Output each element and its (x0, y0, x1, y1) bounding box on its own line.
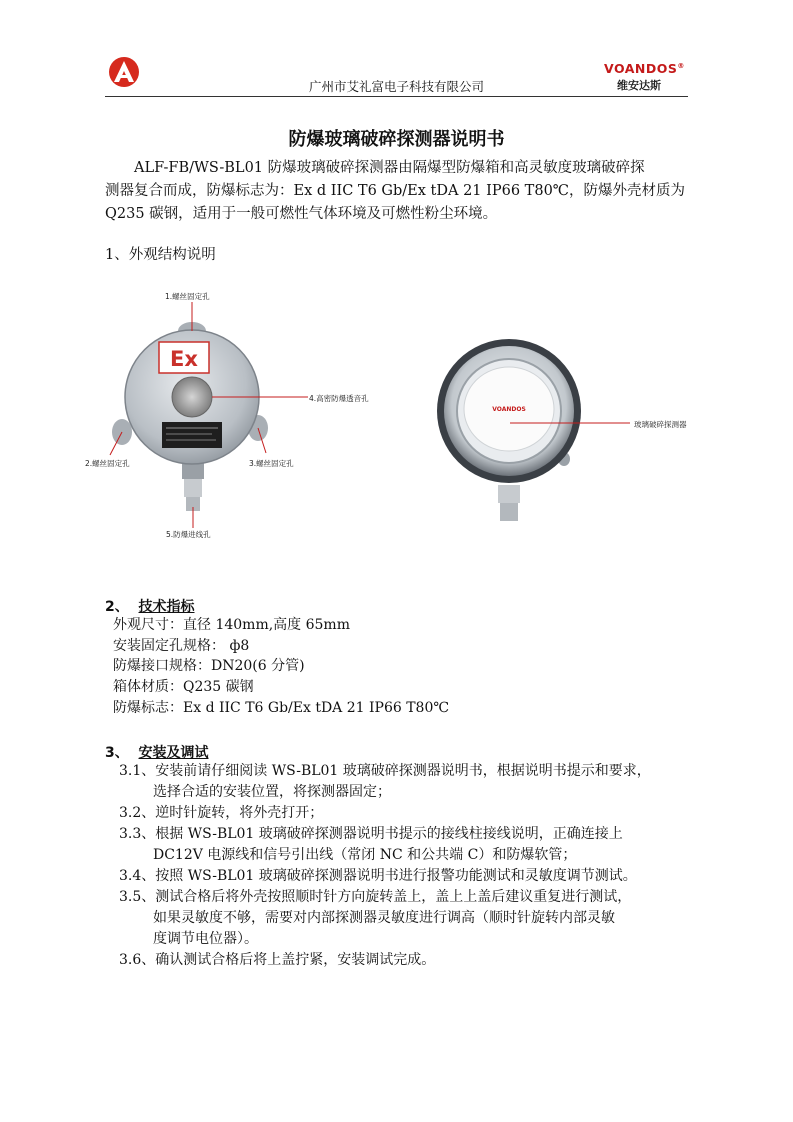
intro-line: 测器复合而成，防爆标志为：Ex d IIC T6 Gb/Ex tDA 21 IP66 T80℃，防爆外壳材质为 (105, 183, 686, 199)
step-item: 3.6、确认测试合格后将上盖拧紧，安装调试完成。 (119, 952, 436, 968)
logo-letter: A (123, 90, 125, 91)
intro-paragraph (105, 157, 690, 226)
label-screw-hole-3: 3.螺丝固定孔 (249, 459, 294, 468)
brand-subtitle: 维安达斯 (617, 79, 661, 92)
left-device-photo (80, 285, 360, 545)
intro-line: ALF-FB/WS-BL01 防爆玻璃破碎探测器由隔爆型防爆箱和高灵敏度玻璃破碎探 (134, 160, 645, 176)
step-item: 3.4、按照 WS-BL01 玻璃破碎探测器说明书进行报警功能测试和灵敏度调节测试。 (119, 868, 637, 884)
spec-item: 箱体材质：Q235 碳钢 (113, 679, 254, 696)
spec-item: 防爆标志：Ex d IIC T6 Gb/Ex tDA 21 IP66 T80℃ (113, 699, 450, 716)
section-3-heading: 3、 安装及调试 (105, 745, 209, 761)
install-steps (119, 761, 691, 971)
spec-item: 防爆接口规格：DN20(6 分管) (113, 658, 305, 675)
spec-item: 外观尺寸：直径 140mm,高度 65mm (113, 617, 350, 633)
step-item: 3.2、逆时针旋转，将外壳打开； (119, 805, 324, 821)
label-screw-hole-2: 2.螺丝固定孔 (85, 459, 130, 468)
company-name: 广州市艾礼富电子科技有限公司 (308, 79, 484, 94)
intro-line: Q235 碳钢，适用于一般可燃性气体环境及可燃性粉尘环境。 (105, 206, 498, 222)
step-item: 3.3、根据 WS-BL01 玻璃破碎探测器说明书提示的接线柱接线说明，正确连接上 DC12V 电源线和信号引出线（常闭 NC 和公共端 C）和防爆软管； (119, 826, 623, 863)
brand-name (604, 61, 685, 76)
section-1-heading: 1、外观结构说明 (105, 247, 216, 263)
label-glass-break-detector: 玻璃破碎探测器 (634, 420, 687, 429)
brand-registered-mark: ® (677, 61, 685, 70)
ex-mark-text: Ex (170, 347, 198, 371)
label-sound-hole: 4.高密防爆透音孔 (309, 394, 369, 403)
spec-list (113, 615, 449, 719)
label-screw-hole-1: 1.螺丝固定孔 (165, 292, 210, 301)
header-divider (105, 96, 688, 97)
step-item: 3.5、测试合格后将外壳按照顺时针方向旋转盖上，盖上上盖后建议重复进行测试， 如果灵敏度不够，需要对内部探测器灵敏度进行调高（顺时针旋转内部灵敏 度调节电位器）。 (119, 889, 632, 947)
section-2-heading: 2、 技术指标 (105, 599, 195, 615)
label-cable-inlet: 5.防爆进线孔 (166, 530, 211, 539)
device-logo-text: VOANDOS (492, 406, 526, 413)
step-item: 3.1、安装前请仔细阅读 WS-BL01 玻璃破碎探测器说明书，根据说明书提示和要求， 选择合适的安装位置，将探测器固定； (119, 763, 651, 800)
spec-item: 安装固定孔规格： ф8 (113, 637, 250, 654)
brand-text: VOANDOS (604, 61, 678, 76)
document-title: 防爆玻璃破碎探测器说明书 (288, 129, 505, 150)
